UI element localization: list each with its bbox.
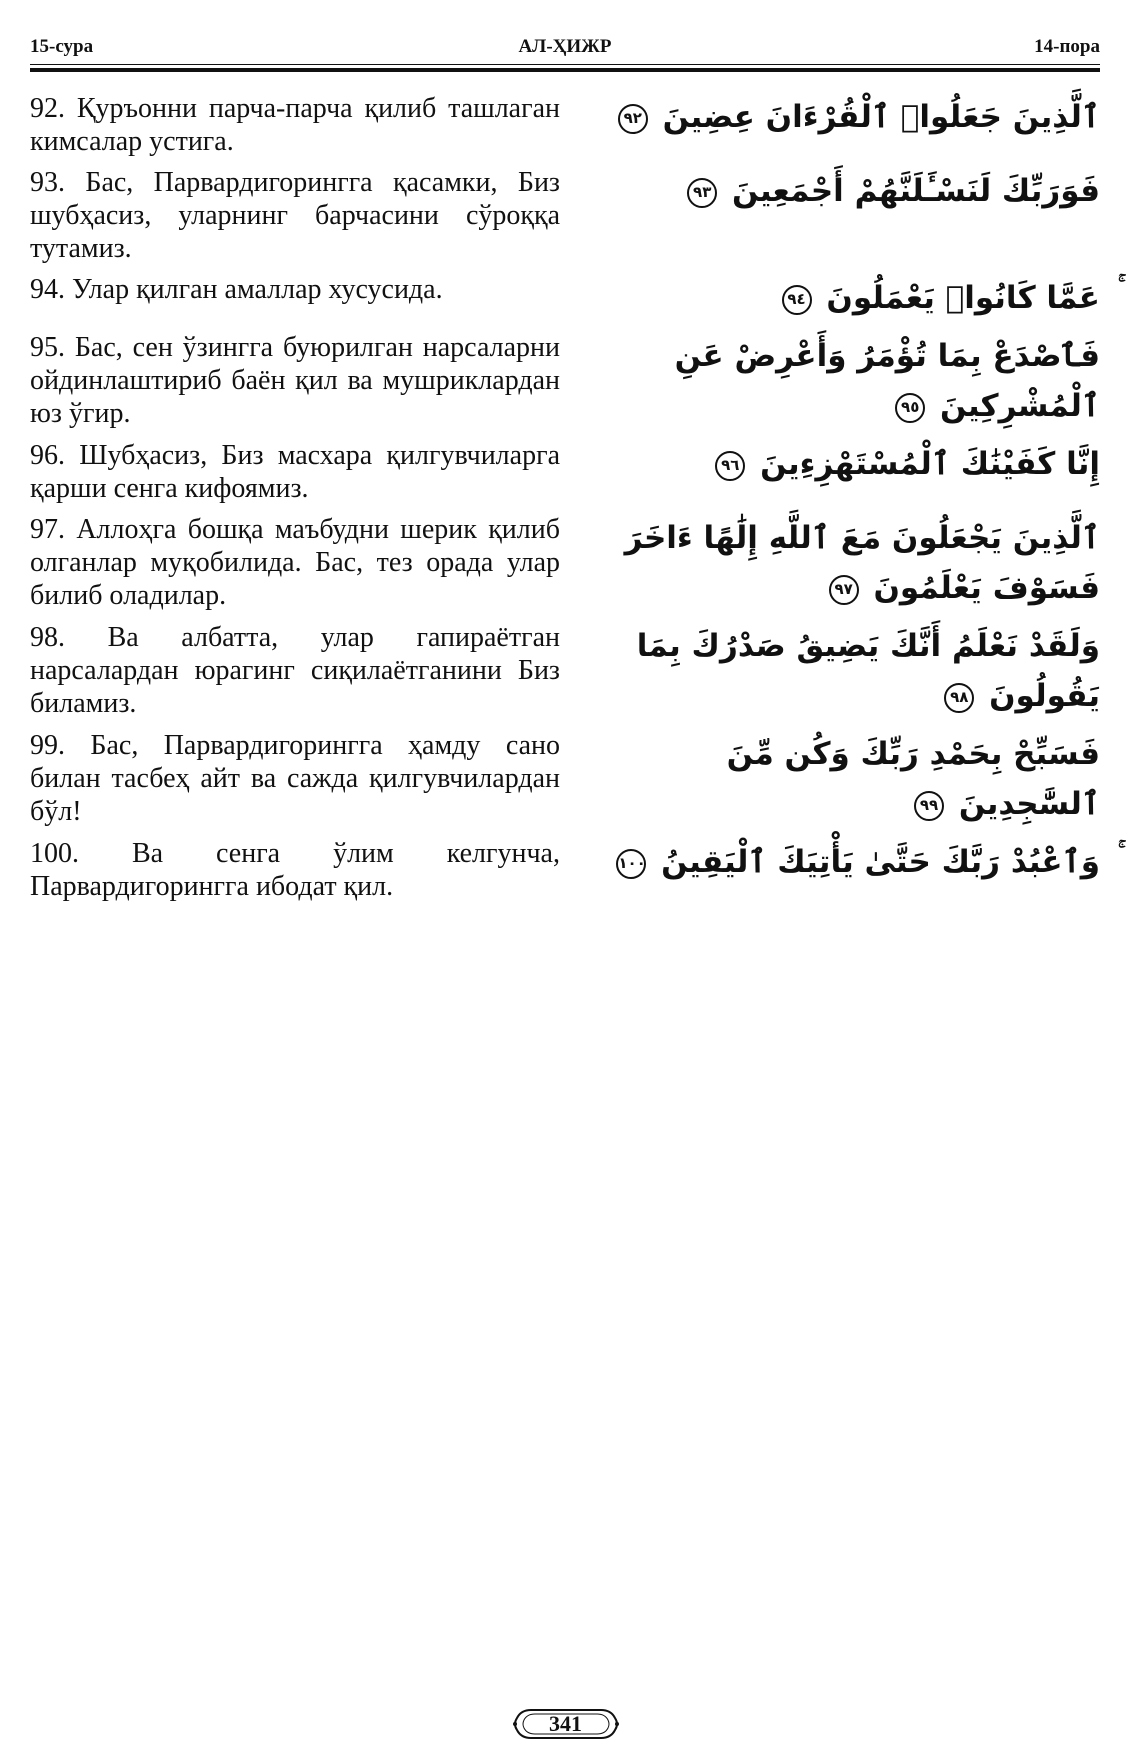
verse-97 [30, 513, 1100, 613]
arabic-text: فَسَبِّحْ بِحَمْدِ رَبِّكَ وَكُن مِّنَ ٱلسَّٰجِدِينَ [726, 736, 1100, 822]
verse-translation: 94. Улар қилган амаллар хусусида. [30, 274, 443, 305]
ayah-number-marker: ٩٢ [618, 104, 648, 134]
verse-92 [30, 92, 1100, 158]
verse-96 [30, 439, 1100, 505]
arabic-text: فَٱصْدَعْ بِمَا تُؤْمَرُ وَأَعْرِضْ عَنِ ٱلْمُشْرِكِينَ [674, 338, 1100, 424]
verse-100 [30, 837, 1100, 903]
verse-arabic [600, 837, 1100, 903]
verse-arabic [600, 621, 1100, 721]
arabic-text: عَمَّا كَانُوا۟ يَعْمَلُونَ [826, 280, 1100, 316]
verse-translation: 98. Ва албатта, улар гапираётган нарсалардан юрагинг сиқилаётганини Биз биламиз. [30, 622, 560, 719]
verse-arabic [600, 273, 1100, 323]
header-rule-thin [30, 64, 1100, 65]
arabic-text: وَلَقَدْ نَعْلَمُ أَنَّكَ يَضِيقُ صَدْرُكَ بِمَا يَقُولُونَ [636, 628, 1100, 714]
arabic-text: وَٱعْبُدْ رَبَّكَ حَتَّىٰ يَأْتِيَكَ ٱلْيَقِينُ [661, 844, 1100, 880]
verse-arabic [600, 513, 1100, 613]
ayah-number-marker: ٩٣ [687, 178, 717, 208]
ayah-number-marker: ٩٩ [914, 791, 944, 821]
verse-translation: 100. Ва сенга ўлим келгунча, Парвардигорингга ибодат қил. [30, 838, 560, 902]
verse-translation: 99. Бас, Парвардигорингга ҳамду сано билан тасбеҳ айт ва сажда қилгувчилардан бўл! [30, 730, 560, 827]
page-number: 341 [549, 1711, 582, 1736]
ayah-number-marker: ٩٤ [782, 285, 812, 315]
verse-translation: 96. Шубҳасиз, Биз масхара қилгувчиларга қарши сенга кифоямиз. [30, 440, 560, 504]
ayah-number-marker: ٩٨ [944, 683, 974, 713]
arabic-text: ٱلَّذِينَ جَعَلُوا۟ ٱلْقُرْءَانَ عِضِينَ [662, 99, 1100, 135]
verse-94 [30, 273, 1100, 323]
verse-translation: 92. Қуръонни парча-парча қилиб ташлаган кимсалар устига. [30, 93, 560, 157]
verse-translation: 93. Бас, Парвардигорингга қасамки, Биз шубҳасиз, уларнинг барчасини сўроққа тутамиз. [30, 167, 560, 264]
verse-98 [30, 621, 1100, 721]
verse-translation: 97. Аллоҳга бошқа маъбудни шерик қилиб олганлар муқобилида. Бас, тез орада улар билиб оладилар. [30, 514, 560, 611]
arabic-text: إِنَّا كَفَيْنَٰكَ ٱلْمُسْتَهْزِءِينَ [760, 446, 1100, 482]
verse-93 [30, 166, 1100, 265]
verse-arabic [600, 331, 1100, 431]
page-header [30, 32, 1100, 62]
verses-list [30, 92, 1100, 911]
surah-title: АЛ-ҲИЖР [518, 36, 612, 57]
ayah-number-marker: ١٠٠ [616, 849, 646, 879]
verse-translation: 95. Бас, сен ўзингга буюрилган нарсаларни ойдинлаштириб баён қил ва мушриклардан юз ўгир. [30, 332, 560, 429]
arabic-text: فَوَرَبِّكَ لَنَسْـَٔلَنَّهُمْ أَجْمَعِينَ [732, 173, 1100, 209]
ayah-number-marker: ٩٥ [895, 393, 925, 423]
verse-arabic [600, 729, 1100, 829]
juz-number: 14-пора [1034, 36, 1100, 57]
page-footer [0, 1704, 1131, 1749]
ayah-number-marker: ٩٧ [829, 575, 859, 605]
header-rule-thick [30, 68, 1100, 72]
verse-99 [30, 729, 1100, 829]
verse-arabic [600, 439, 1100, 505]
verse-arabic [600, 92, 1100, 158]
arabic-text: ٱلَّذِينَ يَجْعَلُونَ مَعَ ٱللَّهِ إِلَٰهًا ءَاخَرَ فَسَوْفَ يَعْلَمُونَ [624, 520, 1100, 606]
page-number-ornament [511, 1704, 621, 1744]
surah-number: 15-сура [30, 36, 94, 57]
verse-95 [30, 331, 1100, 431]
verse-arabic [600, 166, 1100, 265]
ayah-number-marker: ٩٦ [715, 451, 745, 481]
